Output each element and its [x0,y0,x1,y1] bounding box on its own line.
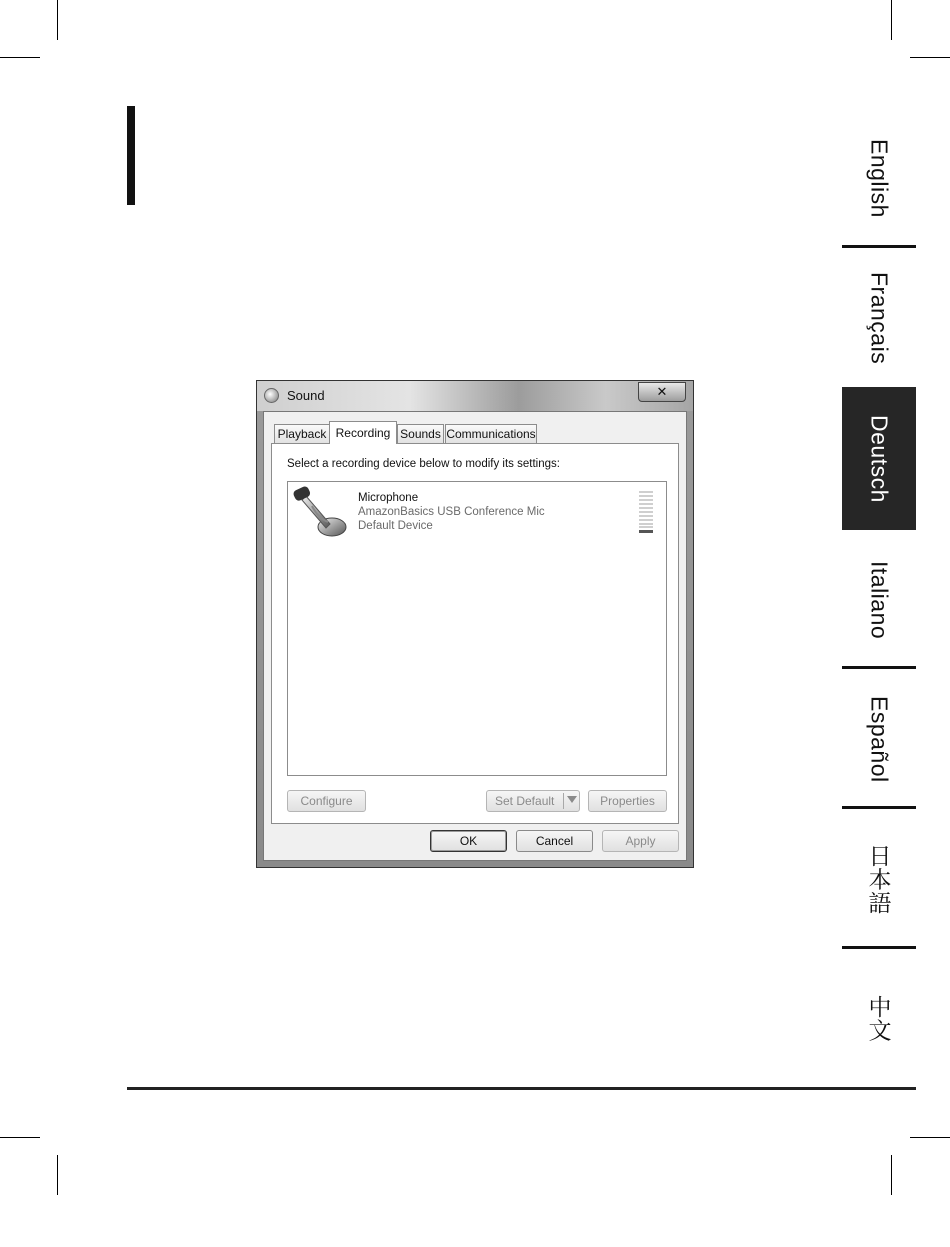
device-status: Default Device [358,520,433,532]
split-divider [563,793,564,809]
language-tab-chinese[interactable] [842,949,916,1087]
device-description: AmazonBasics USB Conference Mic [358,506,545,518]
cancel-button[interactable] [516,830,593,852]
language-tab-francais[interactable] [842,248,916,388]
language-label: Français [866,271,893,365]
language-label: 日本語 [865,843,892,915]
close-icon: ✕ [656,384,668,400]
language-label: Italiano [866,560,893,640]
language-tab-italiano[interactable] [842,530,916,670]
language-tab-english[interactable] [842,108,916,248]
instruction-text: Select a recording device below to modify its settings: [287,458,560,470]
crop-mark [57,0,58,40]
device-name: Microphone [358,492,419,504]
device-list[interactable] [287,481,667,776]
apply-button[interactable] [602,830,679,852]
crop-mark [891,0,892,40]
tab-label: Playback [277,427,327,441]
language-tab-deutsch[interactable] [842,387,916,530]
tab-label: Recording [335,426,391,440]
button-label: Configure [300,794,353,808]
button-label: Cancel [535,834,574,848]
footer-rule [127,1087,916,1090]
button-label: Set Default [495,794,555,808]
crop-mark [0,57,40,58]
chevron-down-icon[interactable] [567,796,577,803]
language-label: Español [866,695,893,783]
ok-button[interactable] [430,830,507,852]
recording-panel [271,443,679,824]
set-default-button[interactable] [486,790,580,812]
language-label: English [866,138,893,218]
section-marker-bar [127,106,135,205]
button-label: Properties [600,794,655,808]
tab-sounds[interactable] [397,424,444,443]
crop-mark [0,1137,40,1138]
sound-dialog [256,380,694,868]
dialog-title: Sound [287,388,325,403]
button-label: OK [459,834,478,848]
close-button[interactable] [638,382,686,402]
tab-communications[interactable] [445,424,537,443]
crop-mark [910,1137,950,1138]
language-tab-espanol[interactable] [842,669,916,809]
language-label: Deutsch [866,414,893,503]
tab-label: Sounds [400,427,441,441]
crop-mark [57,1155,58,1195]
speaker-icon [264,388,279,403]
tab-playback[interactable] [274,424,330,443]
crop-mark [891,1155,892,1195]
button-label: Apply [625,834,656,848]
dialog-titlebar[interactable] [257,381,693,411]
tab-recording[interactable] [329,421,397,444]
language-tab-japanese[interactable] [842,809,916,949]
microphone-icon [292,484,350,540]
properties-button[interactable] [588,790,667,812]
crop-mark [910,57,950,58]
configure-button[interactable] [287,790,366,812]
language-tabs [842,108,916,1088]
list-item[interactable] [288,482,666,542]
dialog-client-area [263,411,687,861]
tab-label: Communications [446,427,536,441]
language-label: 中文 [865,994,892,1042]
level-meter [639,491,653,533]
